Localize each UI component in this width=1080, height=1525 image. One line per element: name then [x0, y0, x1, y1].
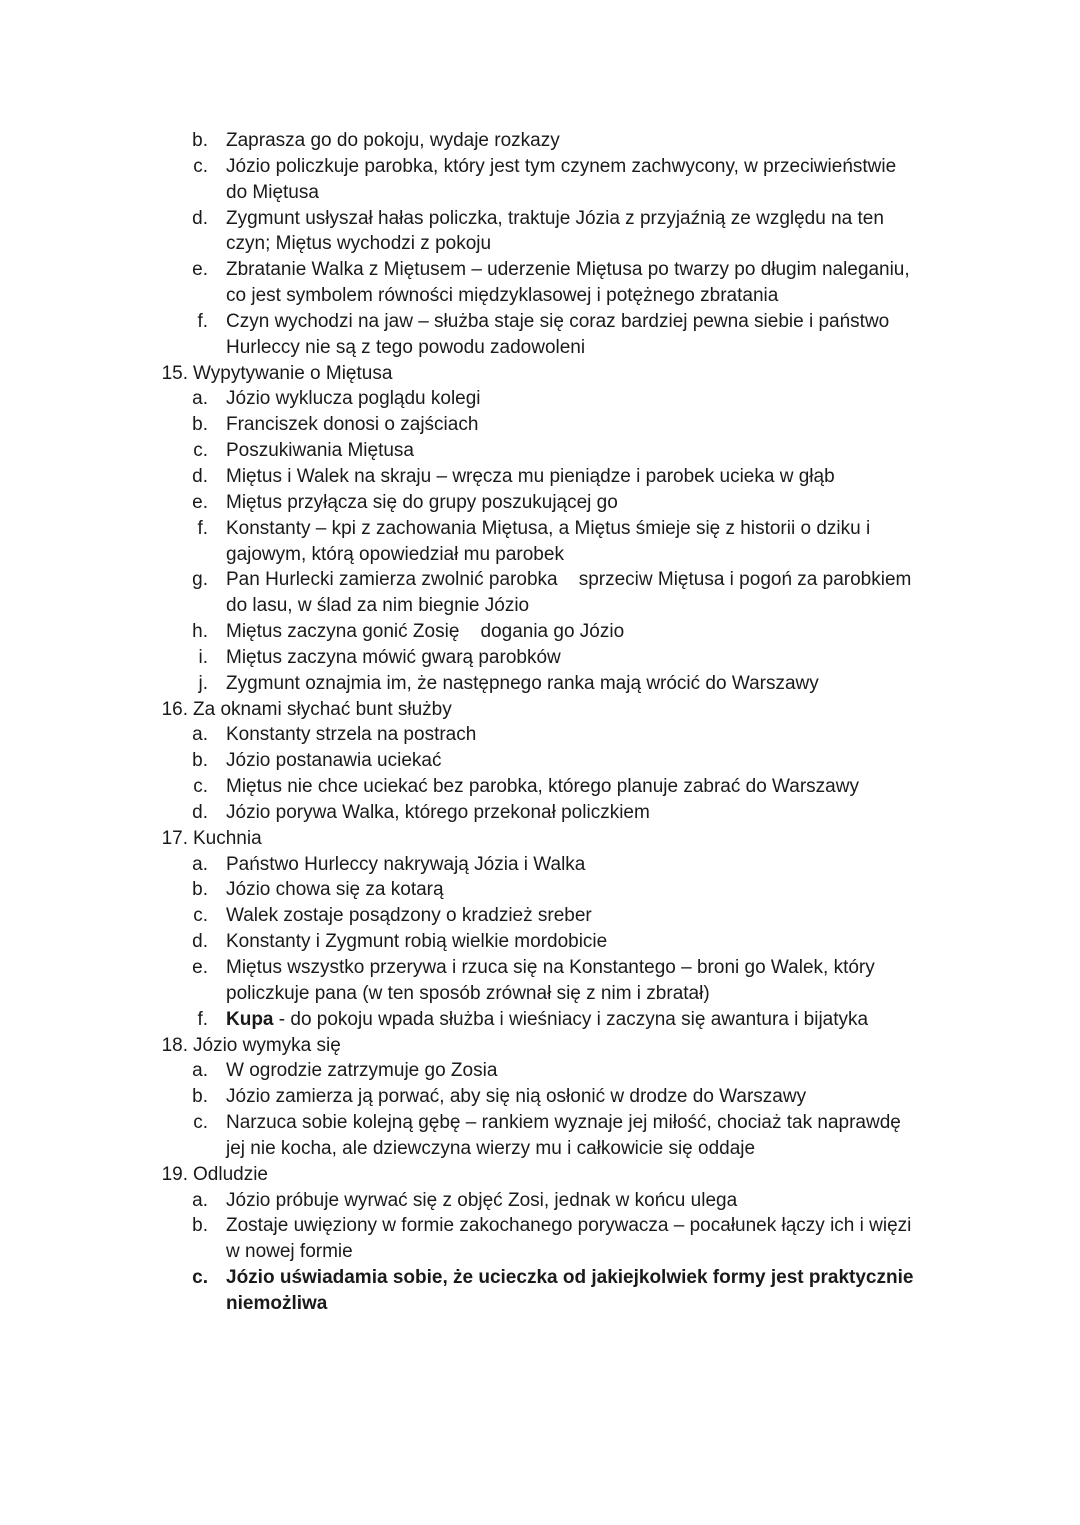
outline-subitem: [0, 412, 1080, 438]
outline-subitem: [0, 1265, 1080, 1291]
outline-item: [0, 361, 1080, 387]
item-text: Józio policzkuje parobka, który jest tym czynem zachwycony, w przeciwieństwie: [226, 155, 897, 177]
item-label: d.: [192, 207, 208, 229]
item-label: 15.: [161, 362, 188, 384]
outline-subitem: [0, 645, 1080, 671]
item-label: 17.: [161, 827, 188, 849]
item-text: policzkuje pana (w ten sposób zrównał się z nim i zbratał): [226, 982, 710, 1004]
outline-subitem: [0, 748, 1080, 774]
item-text: Miętus zaczyna mówić gwarą parobków: [226, 646, 561, 668]
outline-subitem: [0, 1058, 1080, 1084]
item-label: h.: [192, 621, 208, 643]
item-text: Wypytywanie o Miętusa: [193, 362, 393, 384]
outline-subitem: [0, 1291, 1080, 1317]
outline-subitem: [0, 1084, 1080, 1110]
item-label: c.: [192, 1267, 208, 1289]
item-text: Odludzie: [193, 1163, 268, 1185]
outline-item: [0, 697, 1080, 723]
outline-subitem: [0, 981, 1080, 1007]
item-label: c.: [193, 440, 208, 462]
outline-subitem: [0, 1110, 1080, 1136]
outline-subitem: [0, 1136, 1080, 1162]
item-label: c.: [193, 1112, 208, 1134]
item-text: Józio wyklucza poglądu kolegi: [226, 388, 481, 410]
item-label: j.: [198, 672, 208, 694]
item-label: b.: [192, 750, 208, 772]
item-label: b.: [192, 1215, 208, 1237]
item-text: w nowej formie: [226, 1241, 353, 1263]
item-label: a.: [192, 724, 208, 746]
outline-subitem: [0, 464, 1080, 490]
item-text: Kuchnia: [193, 827, 262, 849]
outline-subitem: [0, 231, 1080, 257]
outline-subitem: [0, 722, 1080, 748]
item-text: Narzuca sobie kolejną gębę – rankiem wyznaje jej miłość, chociaż tak naprawdę: [226, 1112, 901, 1134]
item-text: do lasu, w ślad za nim biegnie Józio: [226, 595, 530, 617]
item-text: Józio chowa się za kotarą: [226, 879, 444, 901]
item-text: Czyn wychodzi na jaw – służba staje się coraz bardziej pewna siebie i państwo: [226, 310, 890, 332]
outline-subitem: [0, 1188, 1080, 1214]
item-text: Miętus i Walek na skraju – wręcza mu pieniądze i parobek ucieka w głąb: [226, 465, 835, 487]
item-text: Zaprasza go do pokoju, wydaje rozkazy: [226, 130, 560, 151]
item-label: 16.: [161, 698, 188, 720]
item-text: Konstanty i Zygmunt robią wielkie mordobicie: [226, 931, 608, 953]
item-label: c.: [193, 155, 208, 177]
item-text: Za oknami słychać bunt służby: [193, 698, 452, 720]
item-label: e.: [192, 259, 208, 281]
outline-subitem: [0, 877, 1080, 903]
item-text: W ogrodzie zatrzymuje go Zosia: [226, 1060, 498, 1082]
item-label: d.: [192, 931, 208, 953]
item-label: a.: [192, 853, 208, 875]
item-text: Zbratanie Walka z Miętusem – uderzenie Miętusa po twarzy po długim naleganiu,: [226, 259, 910, 281]
item-text: Konstanty – kpi z zachowania Miętusa, a Miętus śmieje się z historii o dziku i: [226, 517, 871, 539]
item-text: Józio zamierza ją porwać, aby się nią osłonić w drodze do Warszawy: [226, 1086, 807, 1108]
outline-subitem: [0, 128, 1080, 154]
outline-subitem: [0, 955, 1080, 981]
outline-subitem: [0, 309, 1080, 335]
outline-item: [0, 826, 1080, 852]
document-body: [0, 128, 1080, 1317]
outline-subitem: [0, 180, 1080, 206]
outline-subitem: [0, 206, 1080, 232]
item-label: c.: [193, 776, 208, 798]
item-text: Poszukiwania Miętusa: [226, 440, 414, 462]
outline-subitem: [0, 593, 1080, 619]
outline-subitem: [0, 542, 1080, 568]
item-text: Józio uświadamia sobie, że ucieczka od jakiejkolwiek formy jest praktycznie: [226, 1267, 914, 1289]
outline-subitem: [0, 283, 1080, 309]
outline-subitem: [0, 438, 1080, 464]
item-text-rest: - do pokoju wpada służba i wieśniacy i zaczyna się awantura i bijatyka: [273, 1008, 869, 1030]
item-label: f.: [197, 517, 208, 539]
item-text: Miętus zaczyna gonić Zosię dogania go Józio: [226, 621, 625, 643]
outline-subitem: [0, 516, 1080, 542]
outline-subitem: [0, 490, 1080, 516]
bold-term: Kupa: [226, 1008, 274, 1030]
item-text: Hurleccy nie są z tego powodu zadowoleni: [226, 336, 586, 358]
item-text: Józio postanawia uciekać: [226, 750, 442, 772]
outline-subitem: [0, 852, 1080, 878]
item-label: 18.: [161, 1034, 188, 1056]
outline-subitem: [0, 929, 1080, 955]
item-text: Zostaje uwięziony w formie zakochanego porywacza – pocałunek łączy ich i więzi: [226, 1215, 912, 1237]
item-text: czyn; Miętus wychodzi z pokoju: [226, 233, 492, 255]
outline-subitem: [0, 567, 1080, 593]
outline-subitem: [0, 903, 1080, 929]
item-text: Zygmunt usłyszał hałas policzka, traktuje Józia z przyjaźnią ze względu na ten: [226, 207, 884, 229]
item-label: f.: [197, 310, 208, 332]
item-text: Miętus przyłącza się do grupy poszukującej go: [226, 491, 618, 513]
item-text: Konstanty strzela na postrach: [226, 724, 477, 746]
item-text: jej nie kocha, ale dziewczyna wierzy mu i całkowicie się oddaje: [226, 1137, 756, 1159]
item-label: e.: [192, 957, 208, 978]
item-label: a.: [192, 1060, 208, 1082]
item-label: c.: [193, 905, 208, 927]
item-label: d.: [192, 801, 208, 823]
item-label: g.: [192, 569, 208, 591]
outline-subitem: [0, 257, 1080, 283]
item-label: d.: [192, 465, 208, 487]
item-text: Państwo Hurleccy nakrywają Józia i Walka: [226, 853, 586, 875]
item-label: b.: [192, 1086, 208, 1108]
item-text: Miętus wszystko przerywa i rzuca się na Konstantego – broni go Walek, który: [226, 957, 875, 978]
item-text: niemożliwa: [226, 1292, 328, 1314]
item-text: Pan Hurlecki zamierza zwolnić parobka sprzeciw Miętusa i pogoń za parobkiem: [226, 569, 912, 591]
outline-subitem: [0, 1239, 1080, 1265]
outline-item: [0, 1162, 1080, 1188]
item-text: Franciszek donosi o zajściach: [226, 414, 479, 436]
outline-subitem: [0, 154, 1080, 180]
outline-subitem: [0, 774, 1080, 800]
outline-subitem: [0, 671, 1080, 697]
item-text: gajowym, którą opowiedział mu parobek: [226, 543, 564, 565]
outline-subitem: [0, 1213, 1080, 1239]
outline-subitem: [0, 800, 1080, 826]
item-text: Józio porywa Walka, którego przekonał policzkiem: [226, 801, 650, 823]
item-label: a.: [192, 388, 208, 410]
item-text: Miętus nie chce uciekać bez parobka, którego planuje zabrać do Warszawy: [226, 776, 859, 798]
outline-subitem: [0, 335, 1080, 361]
item-label: i.: [198, 646, 208, 668]
item-label: b.: [192, 414, 208, 436]
item-label: 19.: [161, 1163, 188, 1185]
item-text: do Miętusa: [226, 181, 319, 203]
item-text: Józio próbuje wyrwać się z objęć Zosi, jednak w końcu ulega: [226, 1189, 738, 1211]
item-label: e.: [192, 491, 208, 513]
item-text: Józio wymyka się: [193, 1034, 341, 1056]
item-label: f.: [197, 1008, 208, 1030]
outline-item: [0, 1033, 1080, 1059]
item-label: b.: [192, 879, 208, 901]
item-text: Zygmunt oznajmia im, że następnego ranka mają wrócić do Warszawy: [226, 672, 819, 694]
item-text: [226, 1007, 868, 1033]
item-label: a.: [192, 1189, 208, 1211]
outline-subitem: [0, 386, 1080, 412]
outline-subitem: [0, 1007, 1080, 1033]
item-text: Walek zostaje posądzony o kradzież sreber: [226, 905, 592, 927]
item-label: b.: [192, 130, 208, 151]
outline-subitem: [0, 619, 1080, 645]
item-text: co jest symbolem równości międzyklasowej i potężnego zbratania: [226, 285, 779, 307]
